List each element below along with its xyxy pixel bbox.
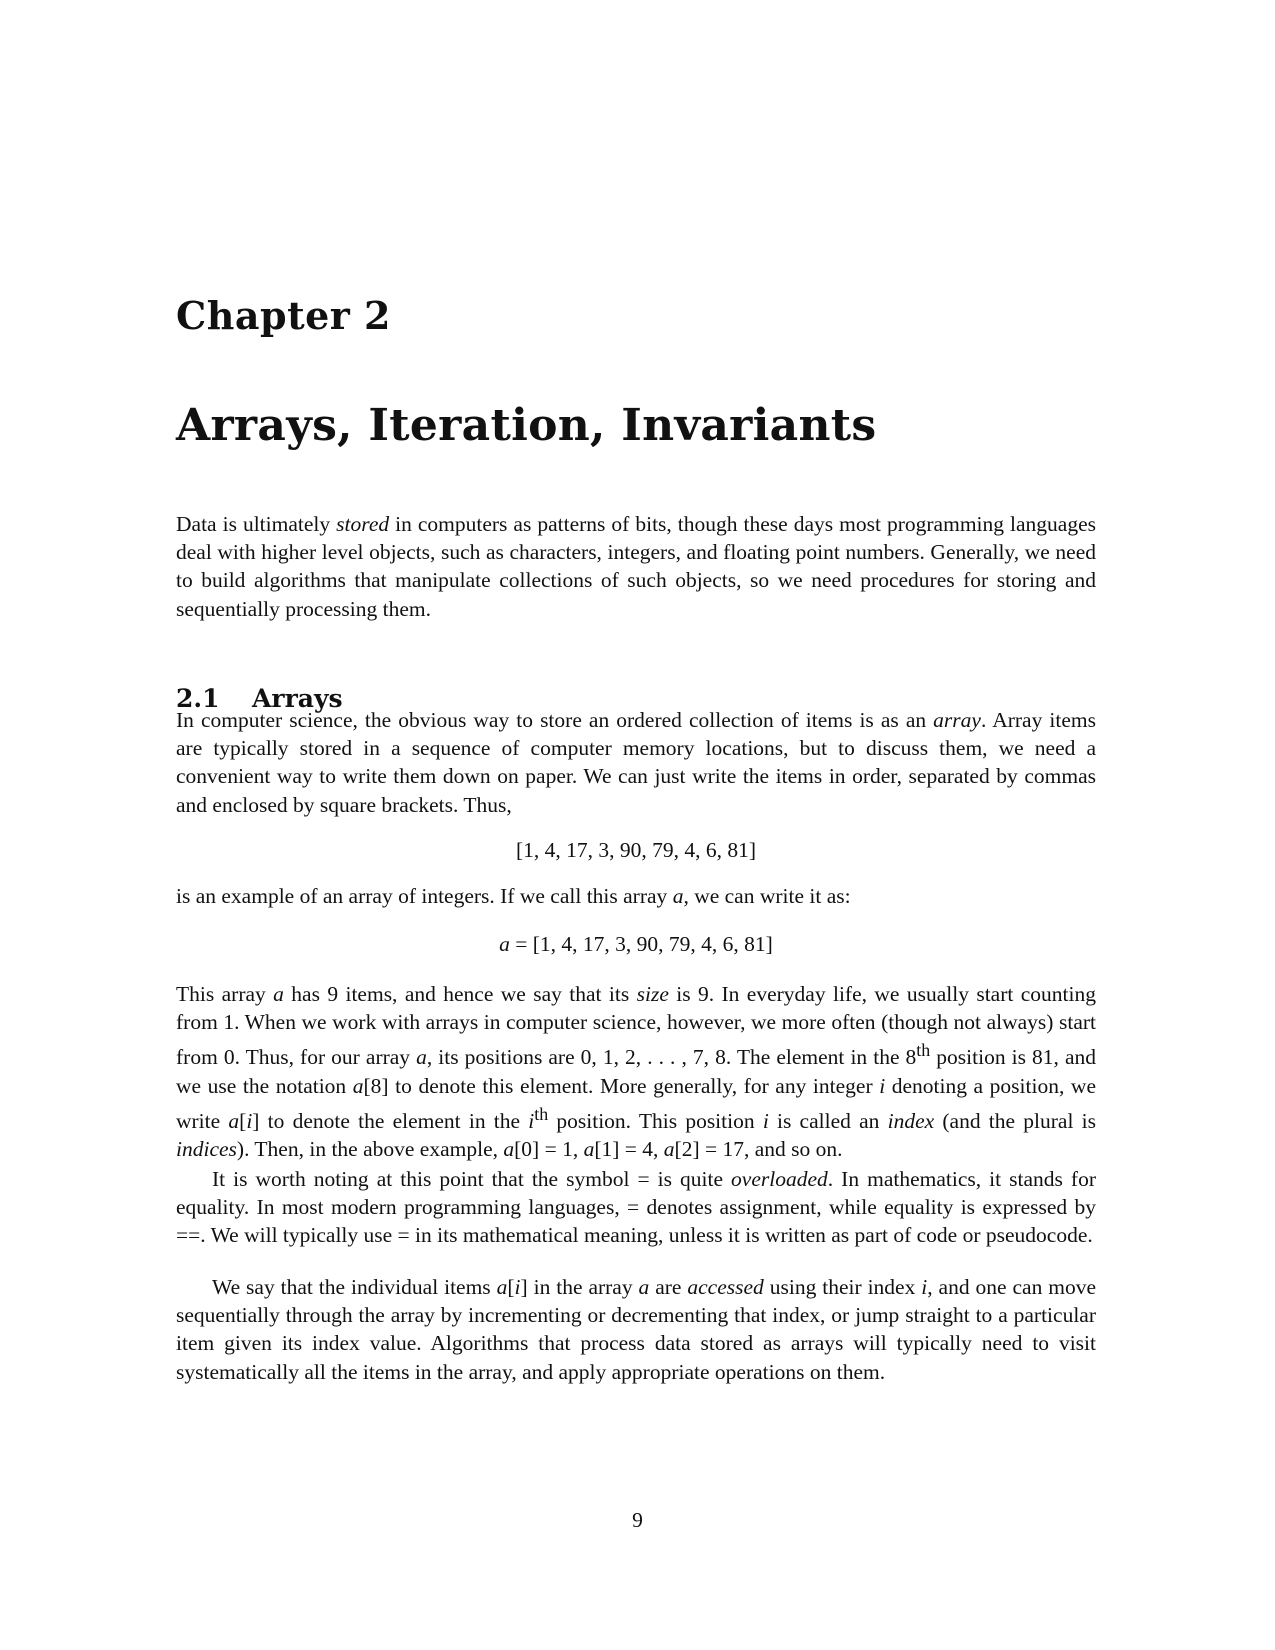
chapter-title: Arrays, Iteration, Invariants <box>176 400 877 451</box>
display-equation-assignment <box>176 930 1096 958</box>
body-paragraph-4: It is worth noting at this point that the symbol = is quite overloaded. In mathematics, it stands for equality. In most modern programming languages, = denotes assignment, while equality is expressed by ==. We will typically use = in its mathematical meaning, unless it is written as part of code or pseudocode. <box>176 1167 1096 1248</box>
display-equation-array: [1, 4, 17, 3, 90, 79, 4, 6, 81] <box>515 838 757 862</box>
section-number: 2.1 <box>176 684 220 713</box>
section-title: Arrays <box>252 684 343 713</box>
body-paragraph-5: We say that the individual items a[i] in the array a are accessed using their index i, and one can move sequentially through the array by incrementing or decrementing that index, or jump straight to a particular item given its index value. Algorithms that process data stored as arrays will typically need to visit systematically all the items in the array, and apply appropriate operations on them. <box>176 1275 1097 1384</box>
equation-body: = [1, 4, 17, 3, 90, 79, 4, 6, 81] <box>509 932 773 956</box>
chapter-label: Chapter 2 <box>176 293 391 338</box>
page-number: 9 <box>632 1508 643 1532</box>
intro-paragraph: Data is ultimately stored in computers as patterns of bits, though these days most programming languages deal with higher level objects, such as characters, integers, and floating point numbers. Generally, we need to build algorithms that manipulate collections of such objects, so we need procedures for storing and sequentially processing them. <box>176 512 1096 621</box>
body-paragraph-2: is an example of an array of integers. If we call this array a, we can write it as: <box>176 884 851 908</box>
equation-variable: a <box>499 932 510 956</box>
body-paragraph-1: In computer science, the obvious way to store an ordered collection of items is as an array. Array items are typically stored in a sequence of computer memory locations, but to discuss them, we need a convenient way to write them down on paper. We can just write the items in order, separated by commas and enclosed by square brackets. Thus, <box>176 708 1096 817</box>
body-paragraph-3: This array a has 9 items, and hence we say that its size is 9. In everyday life, we usually start counting from 1. When we work with arrays in computer science, however, we more often (though not always) start from 0. Thus, for our array a, its positions are 0, 1, 2, . . . , 7, 8. The element in the 8th position is 81, and we use the notation a[8] to denote this element. More generally, for any integer i denoting a position, we write a[i] to denote the element in the $i^{th}$ position. This position i is called an index (and the plural is indices). Then, in the above example, a[0] = 1, a[1] = 4, a[2] = 17, and so on. <box>176 982 1096 1162</box>
